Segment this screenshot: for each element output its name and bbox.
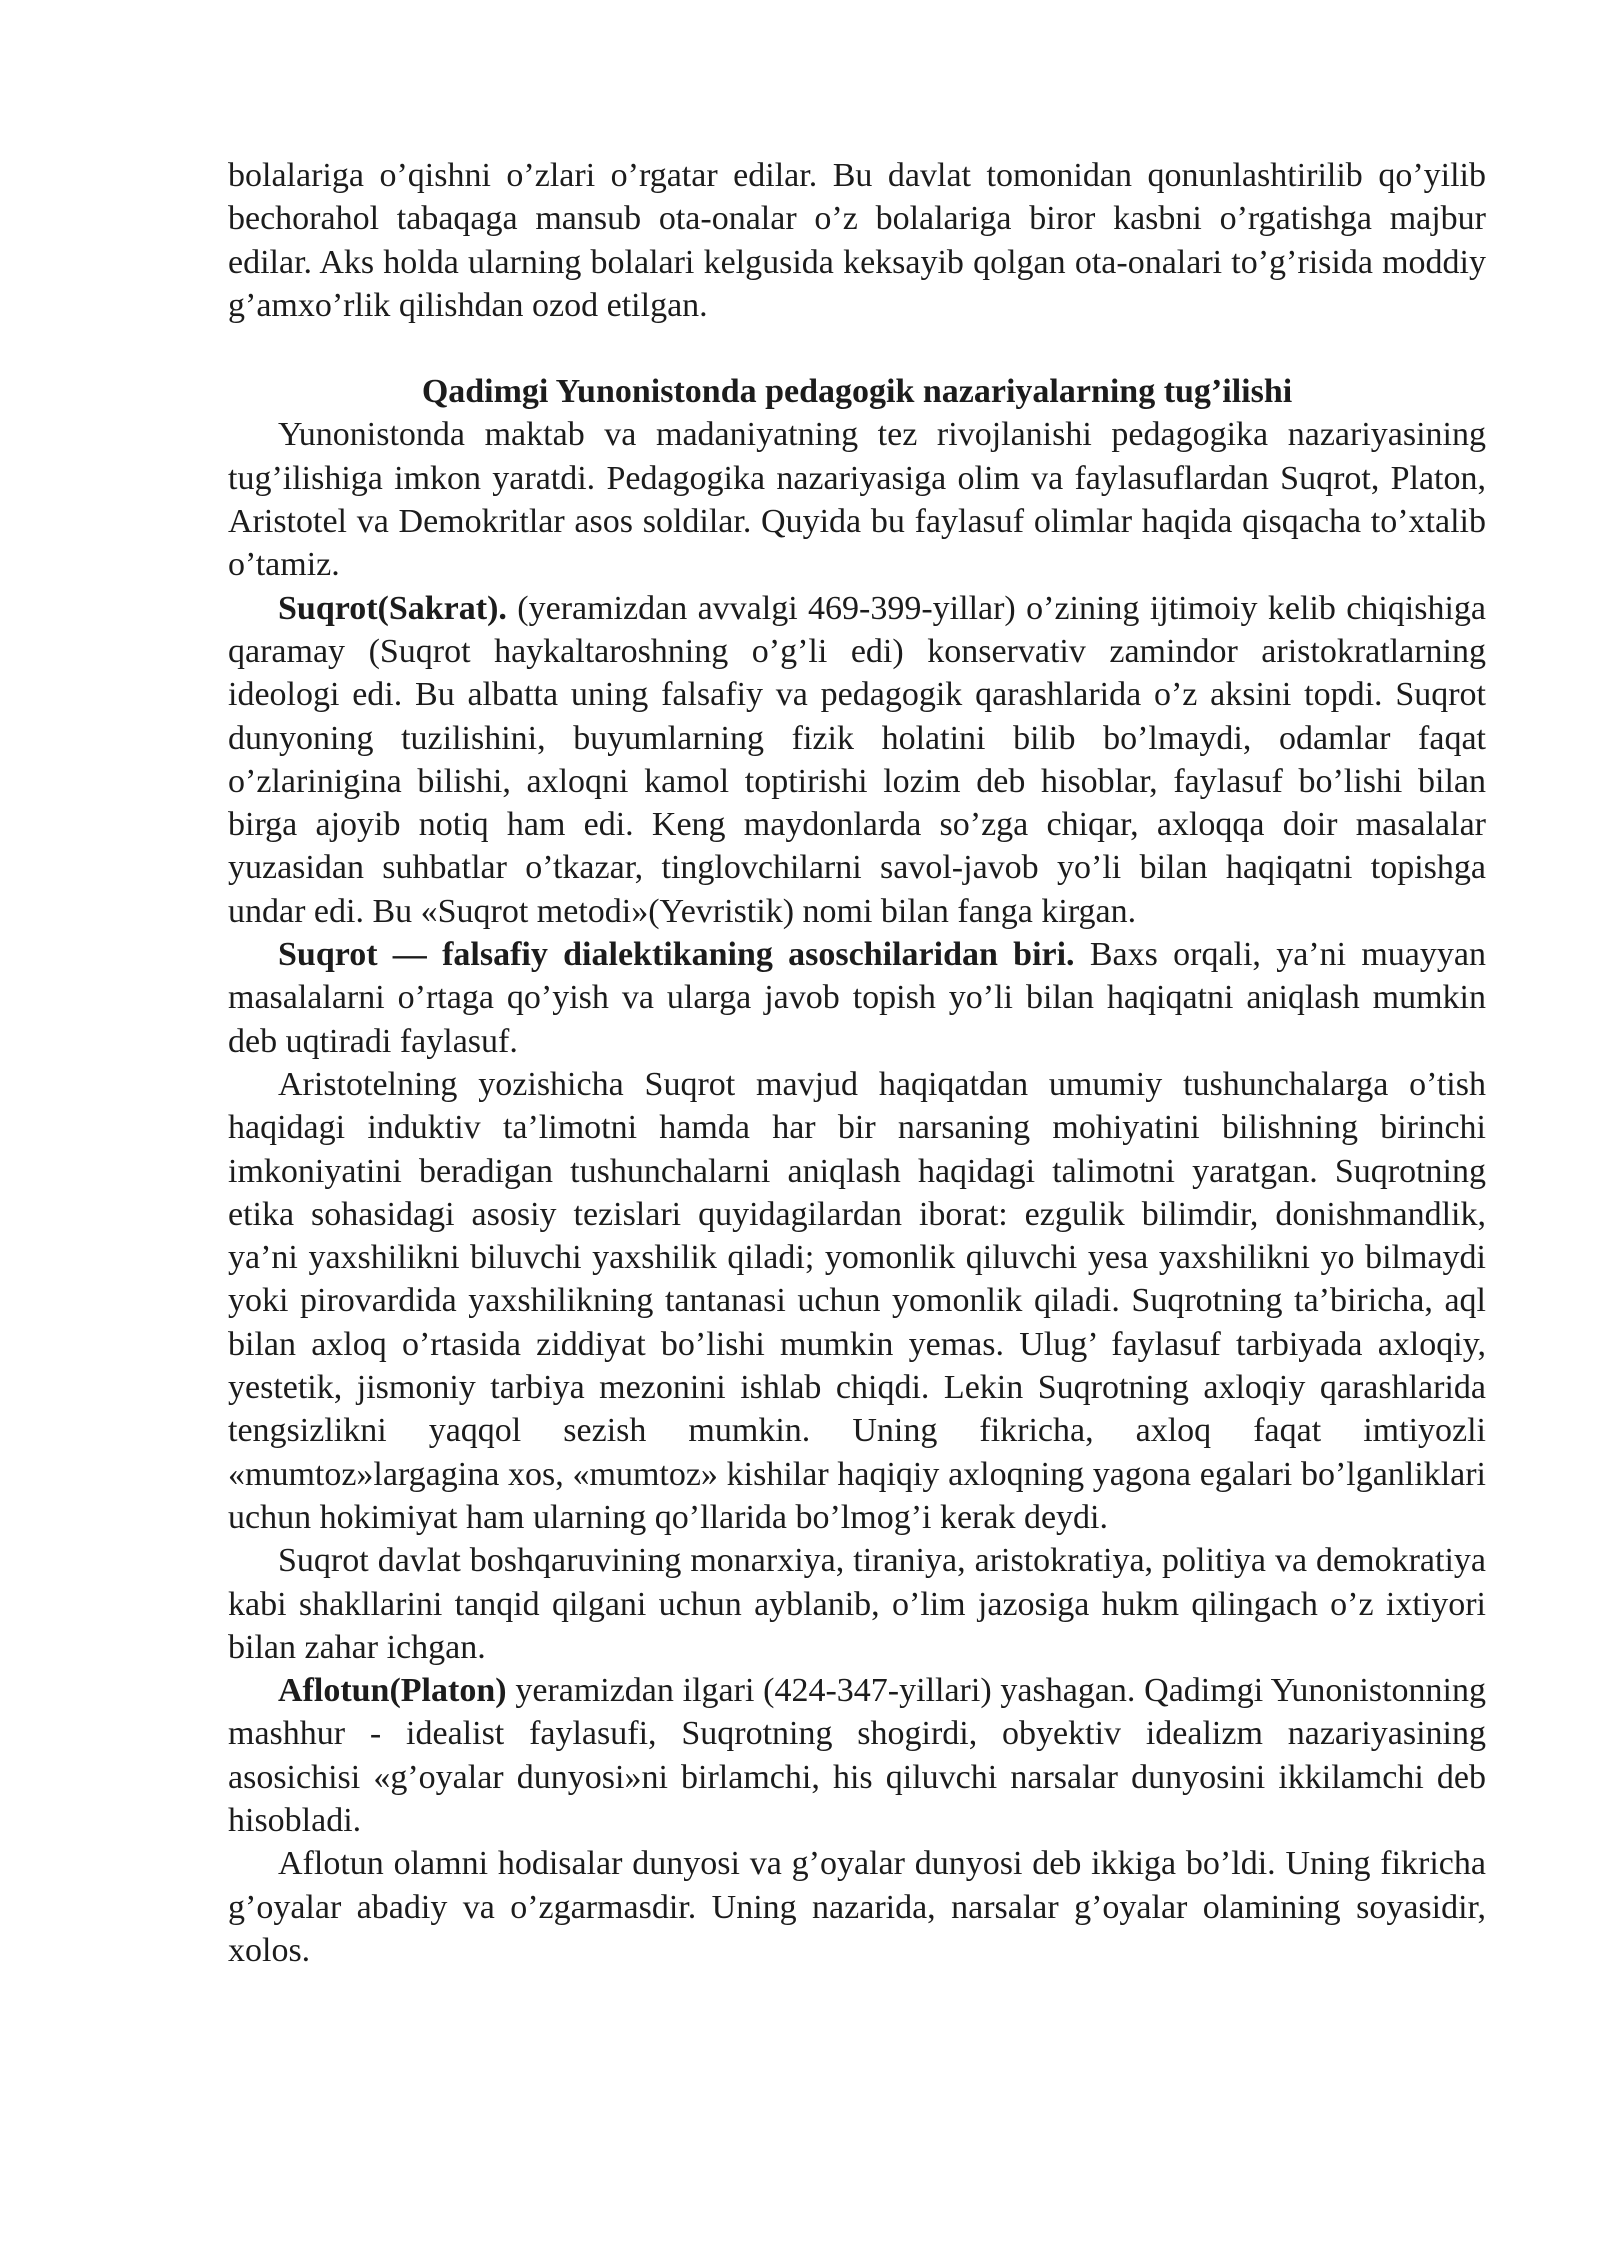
paragraph-suqrot xyxy=(228,587,1486,933)
paragraph-continuation: bolalariga o’qishni o’zlari o’rgatar edilar. Bu davlat tomonidan qonunlashtirilib qo’yilib bechorahol tabaqaga mansub ota-onalar o’z bolalariga biror kasbni o’rgatishga majbur edilar. Aks holda ularning bolalari kelgusida keksayib qolgan ota-onalari to’g’risida moddiy g’amxo’rlik qilishdan ozod etilgan. xyxy=(228,157,1486,324)
paragraph-spacer xyxy=(228,327,1486,370)
paragraph-suqrot-lead: Suqrot(Sakrat). xyxy=(278,589,507,627)
paragraph-state-critique: Suqrot davlat boshqaruvining monarxiya, tiraniya, aristokratiya, politiya va demokratiya kabi shakllarini tanqid qilgani uchun ayblanib, o’lim jazosiga hukm qilingach o’z ixtiyori bilan zahar ichgan. xyxy=(228,1542,1486,1666)
section-heading: Qadimgi Yunonistonda pedagogik nazariyalarning tug’ilishi xyxy=(421,373,1293,411)
paragraph-aflotun-body: yeramizdan ilgari (424-347-yillari) yashagan. Qadimgi Yunonistonning mashhur - idealist faylasufi, Suqrotning shogirdi, obyektiv idealizm nazariyasining asosichisi «g’oyalar dunyosi»ni birlamchi, his qiluvchi narsalar dunyosini ikkilamchi deb hisobladi. xyxy=(228,1672,1486,1839)
paragraph-aflotun-lead: Aflotun(Platon) xyxy=(278,1672,507,1710)
text-body xyxy=(228,154,1486,1972)
paragraph-aristotle: Aristotelning yozishicha Suqrot mavjud haqiqatdan umumiy tushunchalarga o’tish haqidagi induktiv ta’limotni hamda har bir narsaning mohiyatini bilishning birinchi imkoniyatini beradigan tushunchalarni aniqlash haqidagi talimotni yaratgan. Suqrotning etika sohasidagi asosiy tezislari quyidagilardan iborat: ezgulik bilimdir, donishmandlik, ya’ni yaxshilikni biluvchi yaxshilik qiladi; yomonlik qiluvchi yesa yaxshilikni yo bilmaydi yoki pirovardida yaxshilikning tantanasi uchun yomonlik qiladi. Suqrotning ta’biricha, aql bilan axloq o’rtasida ziddiyat bo’lishi mumkin yemas. Ulug’ faylasuf tarbiyada axloqiy, yestetik, jismoniy tarbiya mezonini ishlab chiqdi. Lekin Suqrotning axloqiy qarashlarida tengsizlikni yaqqol sezish mumkin. Uning fikricha, axloq faqat imtiyozli «mumtoz»largagina xos, «mumtoz» kishilar haqiqiy axloqning yagona egalari bo’lganliklari uchun hokimiyat ham ularning qo’llarida bo’lmog’i kerak deydi. xyxy=(228,1065,1486,1536)
paragraph-ideas-world: Aflotun olamni hodisalar dunyosi va g’oyalar dunyosi deb ikkiga bo’ldi. Uning fikricha g’oyalar abadiy va o’zgarmasdir. Uning nazarida, narsalar g’oyalar olamining soyasidir, xolos. xyxy=(228,1845,1486,1969)
paragraph-dialectics xyxy=(228,933,1486,1063)
paragraph-intro: Yunonistonda maktab va madaniyatning tez rivojlanishi pedagogika nazariyasining tug’ilishiga imkon yaratdi. Pedagogika nazariyasiga olim va faylasuflardan Suqrot, Platon, Aristotel va Demokritlar asos soldilar. Quyida bu faylasuf olimlar haqida qisqacha to’xtalib o’tamiz. xyxy=(228,416,1486,584)
paragraph-suqrot-body: (yeramizdan avvalgi 469-399-yillar) o’zining ijtimoiy kelib chiqishiga qaramay (Suqrot haykaltaroshning o’g’li edi) konservativ zamindor aristokratlarning ideologi edi. Bu albatta uning falsafiy va pedagogik qarashlarida o’z aksini topdi. Suqrot dunyoning tuzilishini, buyumlarning fizik holatini bilib bo’lmaydi, odamlar faqat o’zlarinigina bilishi, axloqni kamol toptirishi lozim deb hisoblar, faylasuf bo’lishi bilan birga ajoyib notiq ham edi. Keng maydonlarda so’zga chiqar, axloqqa doir masalalar yuzasidan suhbatlar o’tkazar, tinglovchilarni savol-javob yo’li bilan haqiqatni topishga undar edi. Bu «Suqrot metodi»(Yevristik) nomi bilan fanga kirgan. xyxy=(228,589,1486,930)
paragraph-dialectics-body: Baxs orqali, ya’ni muayyan masalalarni o’rtaga qo’yish va ularga javob topish yo’li bilan haqiqatni aniqlash mumkin deb uqtiradi faylasuf. xyxy=(228,936,1486,1060)
paragraph-aflotun xyxy=(228,1669,1486,1842)
paragraph-dialectics-lead: Suqrot — falsafiy dialektikaning asoschilaridan biri. xyxy=(278,936,1075,974)
